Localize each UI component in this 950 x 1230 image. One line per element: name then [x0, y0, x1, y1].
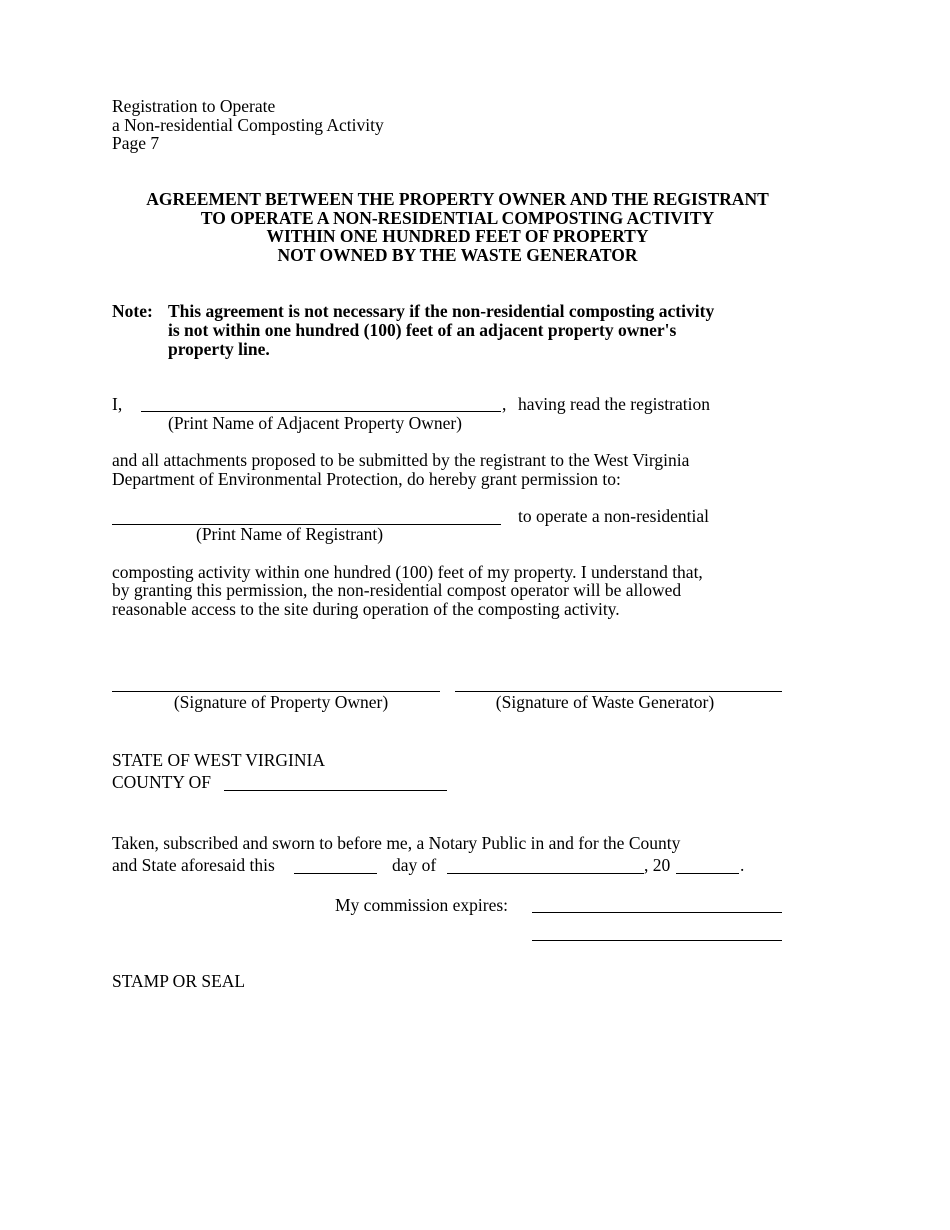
attachments-line-1: and all attachments proposed to be submitted by the registrant to the West Virginia [112, 450, 690, 470]
header-line-2: a Non-residential Composting Activity [112, 115, 384, 135]
day-field[interactable] [294, 873, 377, 874]
notary-county-label: COUNTY OF [112, 772, 212, 792]
permission-line-3: reasonable access to the site during operation of the composting activity. [112, 599, 620, 619]
commission-label: My commission expires: [335, 895, 509, 915]
title-line-4: NOT OWNED BY THE WASTE GENERATOR [277, 245, 638, 265]
owner-clause-prefix: I, [112, 394, 123, 414]
header-line-1: Registration to Operate [112, 96, 276, 116]
owner-clause-suffix: having read the registration [518, 394, 710, 414]
owner-name-caption: (Print Name of Adjacent Property Owner) [168, 413, 463, 433]
owner-clause-comma: , [502, 394, 507, 414]
notary-state: STATE OF WEST VIRGINIA [112, 750, 325, 770]
sworn-period: . [740, 855, 745, 875]
note-line-2: is not within one hundred (100) feet of an adjacent property owner's [168, 320, 677, 340]
title-line-3: WITHIN ONE HUNDRED FEET OF PROPERTY [266, 226, 649, 246]
owner-signature-caption: (Signature of Property Owner) [173, 692, 389, 712]
year-field[interactable] [676, 873, 739, 874]
notary-signature-field[interactable] [532, 940, 782, 941]
commission-expires-field[interactable] [532, 912, 782, 913]
title-line-2: TO OPERATE A NON-RESIDENTIAL COMPOSTING ACTIVITY [200, 208, 715, 228]
note-label: Note: [112, 301, 153, 321]
sworn-year-prefix: , 20 [644, 855, 671, 875]
sworn-prefix: and State aforesaid this [112, 855, 275, 875]
county-field[interactable] [224, 790, 447, 791]
sworn-day-of: day of [392, 855, 437, 875]
registrant-clause-suffix: to operate a non-residential [518, 506, 709, 526]
header-page-number: Page 7 [112, 133, 160, 153]
owner-name-field[interactable] [141, 411, 501, 412]
note-line-1: This agreement is not necessary if the non-residential composting activity [168, 301, 715, 321]
note-line-3: property line. [168, 339, 270, 359]
permission-line-1: composting activity within one hundred (100) feet of my property. I understand that, [112, 562, 703, 582]
sworn-line-1: Taken, subscribed and sworn to before me, a Notary Public in and for the County [112, 833, 681, 853]
registrant-name-caption: (Print Name of Registrant) [196, 524, 384, 544]
stamp-or-seal: STAMP OR SEAL [112, 971, 246, 991]
generator-signature-caption: (Signature of Waste Generator) [495, 692, 715, 712]
attachments-line-2: Department of Environmental Protection, do hereby grant permission to: [112, 469, 621, 489]
title-line-1: AGREEMENT BETWEEN THE PROPERTY OWNER AND THE REGISTRANT [146, 189, 769, 209]
permission-line-2: by granting this permission, the non-residential compost operator will be allowed [112, 580, 682, 600]
month-field[interactable] [447, 873, 644, 874]
